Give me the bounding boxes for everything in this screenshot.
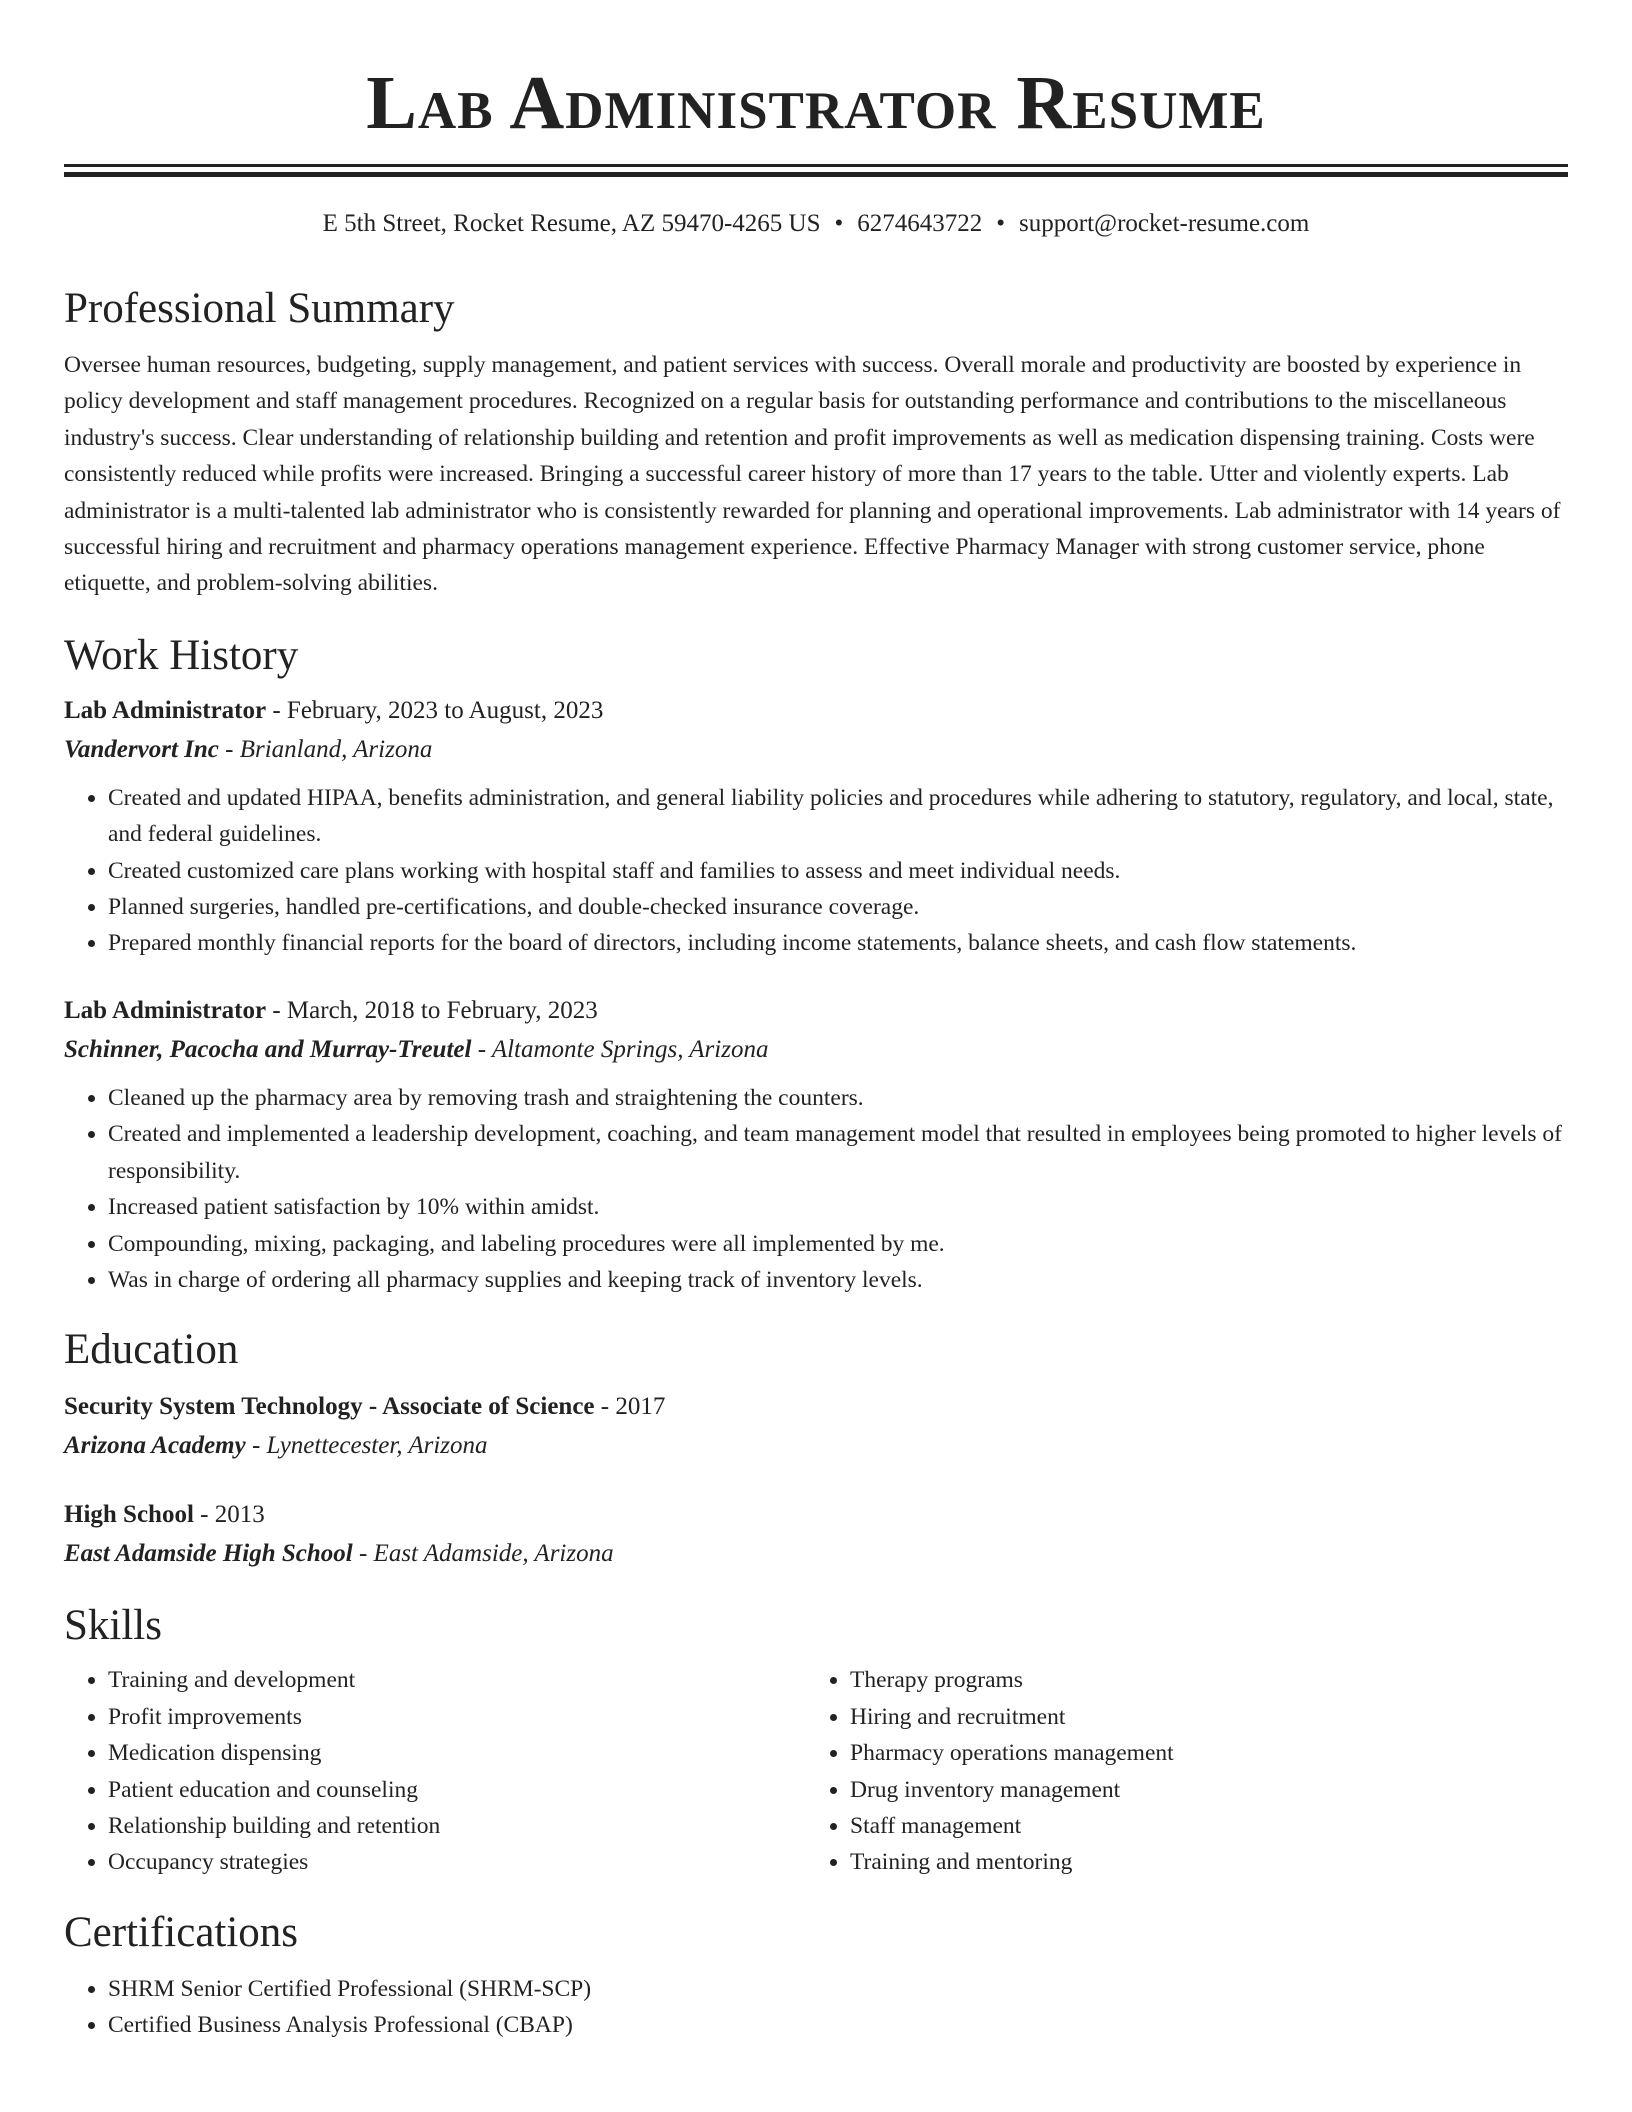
skill-item: • Training and development: [108, 1662, 806, 1698]
skills-columns: [64, 1662, 1568, 1880]
school: Arizona Academy: [64, 1432, 246, 1460]
job-bullet: • Cleaned up the pharmacy area by removing trash and straightening the counters.: [108, 1080, 1568, 1116]
title-divider: [64, 164, 1568, 177]
job-bullet-list: [64, 780, 1568, 962]
contact-line: [64, 207, 1568, 241]
skills-heading: Skills: [64, 1602, 162, 1650]
job-bullet: • Increased patient satisfaction by 10% within amidst.: [108, 1189, 1568, 1225]
job-bullet: • Created and updated HIPAA, benefits administration, and general liability policies and procedures while adhering to statutory, regulatory, and local, state, and federal guidelines.: [108, 780, 1568, 853]
job-bullet: • Compounding, mixing, packaging, and labeling procedures were all implemented by me.: [108, 1226, 1568, 1262]
contact-email: support@rocket-resume.com: [1019, 210, 1310, 237]
school: East Adamside High School: [64, 1540, 353, 1568]
skill-item: • Hiring and recruitment: [850, 1699, 1548, 1735]
job-company: Schinner, Pacocha and Murray-Treutel: [64, 1035, 472, 1063]
certification-item: • Certified Business Analysis Professional (CBAP): [108, 2007, 1568, 2043]
contact-separator: •: [834, 210, 844, 237]
job-title: Lab Administrator: [64, 996, 267, 1024]
school-location: - Lynettecester, Arizona: [245, 1432, 488, 1460]
skills-list-right: [806, 1662, 1548, 1880]
skill-item: • Patient education and counseling: [108, 1772, 806, 1808]
skill-item: • Profit improvements: [108, 1699, 806, 1735]
education-heading: Education: [64, 1326, 239, 1374]
summary-heading: Professional Summary: [64, 285, 455, 332]
education-entry: [64, 1388, 1568, 1466]
job-title-line: [64, 992, 1568, 1030]
job-bullet: • Was in charge of ordering all pharmacy supplies and keeping track of inventory levels.: [108, 1262, 1568, 1298]
job-dates: - February, 2023 to August, 2023: [266, 696, 604, 724]
certification-item: • SHRM Senior Certified Professional (SHRM-SCP): [108, 1971, 1568, 2007]
certifications-list: [64, 1971, 1568, 2044]
job-location: - Altamonte Springs, Arizona: [471, 1035, 769, 1063]
contact-separator: •: [996, 210, 1006, 237]
skill-item: • Therapy programs: [850, 1662, 1548, 1698]
degree-line: [64, 1388, 1568, 1426]
school-location: - East Adamside, Arizona: [352, 1540, 614, 1568]
job-title-line: [64, 692, 1568, 730]
job-bullet: • Planned surgeries, handled pre-certifications, and double-checked insurance coverage.: [108, 889, 1568, 925]
skills-list-left: [64, 1662, 806, 1880]
contact-phone: 6274643722: [857, 210, 983, 237]
degree-line: [64, 1496, 1568, 1534]
job-bullet: • Created and implemented a leadership development, coaching, and team management model that resulted in employees being promoted to higher levels of responsibility.: [108, 1116, 1568, 1189]
certifications-heading: Certifications: [64, 1908, 299, 1956]
skill-item: • Relationship building and retention: [108, 1808, 806, 1844]
job-company: Vandervort Inc: [64, 735, 219, 763]
job-entry: [64, 992, 1568, 1298]
degree-year: - 2017: [594, 1393, 666, 1421]
job-title: Lab Administrator: [64, 696, 267, 724]
school-line: [64, 1534, 1568, 1574]
skill-item: • Medication dispensing: [108, 1735, 806, 1771]
degree: Security System Technology - Associate of Science: [64, 1393, 595, 1421]
job-location: - Brianland, Arizona: [218, 735, 433, 763]
summary-text: Oversee human resources, budgeting, supply management, and patient services with success. Overall morale and productivity are boosted by experience in policy development and staff management procedures. Recognized on a regular basis for outstanding performance and contributions to the miscellaneous industry's success. Clear understanding of relationship building and retention and profit improvements as well as medication dispensing training. Costs were consistently reduced while profits were increased. Bringing a successful career history of more than 17 years to the table. Utter and violently experts. Lab administrator is a multi-talented lab administrator who is consistently rewarded for planning and operational improvements. Lab administrator with 14 years of successful hiring and recruitment and pharmacy operations management experience. Effective Pharmacy Manager with strong customer service, phone etiquette, and problem-solving abilities.: [64, 352, 1561, 597]
skill-item: • Pharmacy operations management: [850, 1735, 1548, 1771]
skill-item: • Occupancy strategies: [108, 1844, 806, 1880]
degree: High School: [64, 1501, 194, 1529]
job-bullet: • Created customized care plans working with hospital staff and families to assess and meet individual needs.: [108, 853, 1568, 889]
work-history-heading: Work History: [64, 631, 299, 679]
education-entry: [64, 1496, 1568, 1574]
contact-address: E 5th Street, Rocket Resume, AZ 59470-4265 US: [322, 210, 821, 237]
degree-year: - 2013: [193, 1501, 265, 1529]
job-bullet-list: [64, 1080, 1568, 1298]
skill-item: • Training and mentoring: [850, 1844, 1548, 1880]
job-company-line: [64, 730, 1568, 770]
page-title: Lab Administrator Resume: [366, 61, 1266, 145]
skill-item: • Drug inventory management: [850, 1772, 1548, 1808]
job-bullet: • Prepared monthly financial reports for the board of directors, including income statements, balance sheets, and cash flow statements.: [108, 925, 1568, 961]
skill-item: • Staff management: [850, 1808, 1548, 1844]
job-dates: - March, 2018 to February, 2023: [266, 996, 598, 1024]
job-company-line: [64, 1030, 1568, 1070]
job-entry: [64, 692, 1568, 962]
school-line: [64, 1426, 1568, 1466]
